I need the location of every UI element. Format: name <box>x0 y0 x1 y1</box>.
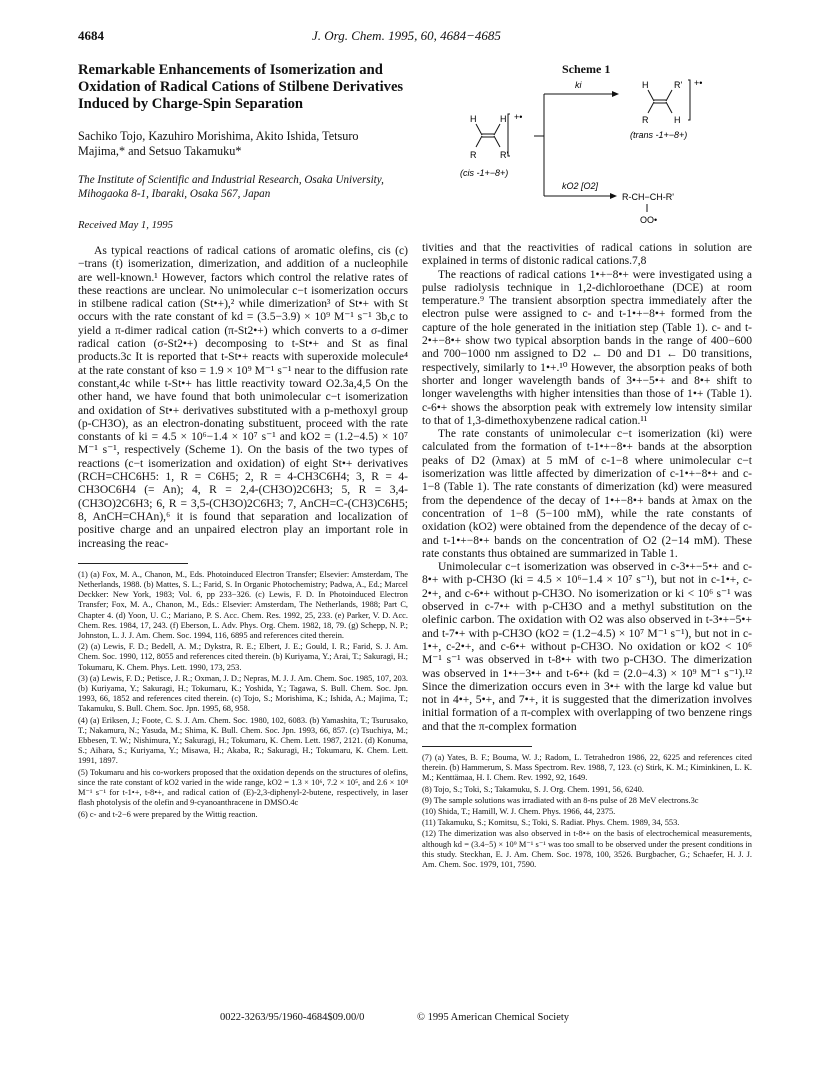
trans-label: (trans -1+−8+) <box>630 130 688 140</box>
footnote: (7) (a) Yates, B. F.; Bouma, W. J.; Radom, L. Tetrahedron 1986, 22, 6225 and references cited therein. (b) Hammerum, S. Mass Spectrom. Rev. 1988, 7, 123. (c) Stirk, K. M.; Kiminkinen, L. K. M.; Kenttämaa, H. I. Chem. Rev. 1992, 92, 1649. <box>422 752 752 783</box>
cis-molecule <box>460 112 522 178</box>
right-column <box>422 62 752 871</box>
atom-label: H <box>674 115 681 125</box>
footnote: (1) (a) Fox, M. A., Chanon, M., Eds. Photoinduced Electron Transfer; Elsevier: Amsterdam, The Netherlands, 1988. (b) Mattes, S. L.; Farid, S. In Organic Photochemistry; Padwa, A., Ed.; Marcel Deckker: New York, 1983; Vol. 6, pp 233−326. (c) Lewis, F. D. In Photoinduced Electron Transfer; Fox, M. A., Chanon, M., Eds.: Elsevier: Amsterdam, The Netherlands, 1988; Part C, Chapter 4. (d) Yoon, U. C.; Mariano, P. S. Acc. Chem. Res. 1992, 25, 233. (e) Parker, V. D. Acc. Chem. Res. 1984, 17, 243. (f) Eberson, L. Adv. Phys. Org. Chem. 1982, 18, 79. (g) Schepp, N. P.; Johnston, L. J. J. Am. Chem. Soc. 1994, 116, 6895 and references cited therein. <box>78 569 408 641</box>
received-date: Received May 1, 1995 <box>78 219 173 231</box>
footnote: (12) The dimerization was also observed in t-8•+ on the basis of electrochemical measurements, although kd = (3.4−5) × 10⁹ M⁻¹ s⁻¹ was too small to be observed under the present conditions in this study. Steckhan, E. J. Am. Chem. Soc. 1978, 100, 3526. Burgbacher, G.; Schaefer, H. J. J. Am. Chem. Soc. 1979, 101, 7590. <box>422 829 752 870</box>
article-title: Remarkable Enhancements of Isomerization and Oxidation of Radical Cations of Stilbene Derivatives Induced by Charge-Spin Separation <box>78 62 404 112</box>
footnote: (10) Shida, T.; Hamill, W. J. Chem. Phys. 1966, 44, 2375. <box>422 807 616 816</box>
ki-label: ki <box>575 80 582 90</box>
peroxyl-product <box>622 192 674 225</box>
footnote: (3) (a) Lewis, F. D.; Petisce, J. R.; Oxman, J. D.; Nepras, M. J. J. Am. Chem. Soc. 1985, 107, 203. (b) Kuriyama, Y.; Sakuragi, H.; Tokumaru, K.; Yoshida, Y.; Tagawa, S. Bull. Chem. Soc. Jpn. 1993, 66, 1852 and references cited therein. (c) Tojo, S.; Morishima, K.; Ishida, A.; Majima, T.; Takamuku, S. Bull. Chem. Soc. Jpn. 1995, 68, 958. <box>78 673 408 714</box>
footnote: (6) c- and t-2−6 were prepared by the Wittig reaction. <box>78 809 258 819</box>
footnote: (2) (a) Lewis, F. D.; Bedell, A. M.; Dykstra, R. E.; Elbert, J. E.; Gould, I. R.; Farid, S. J. Am. Chem. Soc. 1990, 112, 8055 and references cited therein. (b) Kuriyama, Y.; Arai, T.; Sakuragi, H.; Tokumaru, K. Chem. Phys. Lett. 1990, 173, 253. <box>78 642 408 672</box>
footnotes-left <box>78 570 408 820</box>
charge-mark: +• <box>694 78 703 88</box>
atom-label: H <box>642 80 649 90</box>
body-paragraph: The rate constants of unimolecular c−t isomerization (ki) were calculated from the formation of t-1•+−8•+ bands at the absorption peaks of D2 (λmax) at 5 mM of c-1−8 where unimolecular c−t isomerization was little affected by dimerization of c-1•+−8•+ and c-1−8 (Table 1). The rate constants of dimerization (kd) were measured from the dependence of the decay of 1•+−8•+ bands at λmax on the concentration of 1−8 (5−100 mM), while the rate constants of oxidation (kO2) were obtained from the dependence of the decay of c- and t-1•+−8•+ bands on the concentration of O2 (2−14 mM). These rate constants thus obtained are summarized in Table 1. <box>422 428 752 560</box>
ko2-label: kO2 [O2] <box>562 181 599 191</box>
reaction-arrows <box>534 80 619 199</box>
journal-citation: J. Org. Chem. 1995, 60, 4684−4685 <box>312 28 501 43</box>
copyright-notice: © 1995 American Chemical Society <box>417 1012 570 1023</box>
footnote: (8) Tojo, S.; Toki, S.; Takamuku, S. J. Org. Chem. 1991, 56, 6240. <box>422 784 644 794</box>
scheme-title: Scheme 1 <box>562 62 611 76</box>
author-list: Sachiko Tojo, Kazuhiro Morishima, Akito Ishida, Tetsuro Majima,* and Setsuo Takamuku* <box>78 129 359 158</box>
footnote: (5) Tokumaru and his co-workers proposed that the oxidation depends on the structures of olefins, since the rate constant of kO2 varied in the wide range, kO2 = 1.3 × 10⁶, 7.2 × 10⁵, and 2.6 × 10⁸ M⁻¹ s⁻¹ for t-1•+, t-8•+, and radical cation of (E)-2,3-diphenyl-2-butene, respectively, in laser flash photolysis of the olefin and 9-cyanoanthracene in DMSO.4c <box>78 767 408 808</box>
body-paragraph: The reactions of radical cations 1•+−8•+ were investigated using a pulse radiolysis technique in 1,2-dichloroethane (DCE) at room temperature.⁹ The transient absorption spectra immediately after the electron pulse were assigned to c- and t-1•+−8•+ formed from the capture of the hole generated in the initiation step (Table 1). c- and t-2•+−8•+ show two typical absorption bands in the range of 400−600 and 700−1000 nm assigned to D2 ← D0 and D1 ← D0 transitions, respectively, similarly to 1•+.¹⁰ However, the absorption peaks of both shorter and longer wavelength bands of 3•+−5•+ and 8•+ shift to longer wavelengths with higher intensities than those of 1•+ (Table 1). c-6•+ shows the absorption peak with extremely low intensity similar to that of 1,3-dimethoxybenzene radical cation.¹¹ <box>422 268 752 427</box>
footnote: (4) (a) Eriksen, J.; Foote, C. S. J. Am. Chem. Soc. 1980, 102, 6083. (b) Yamashita, T.; Tsurusako, T.; Nakamura, N.; Yasuda, M.; Shima, K. Bull. Chem. Soc. Jpn. 1993, 66, 857. (c) Tsuchiya, M.; Ebbesen, T. W.; Nishimura, Y.; Sakuragi, H.; Tokumaru, K. Chem. Lett. 1987, 2121. (d) Konuma, S.; Aihara, S.; Kuriyama, Y.; Misawa, H.; Akaba, R.; Sakuragi, H.; Tokumaru, K. Chem. Lett. 1991, 1897. <box>78 715 408 766</box>
atom-label: H <box>470 114 477 124</box>
atom-label: R' <box>674 80 683 90</box>
document-code: 0022-3263/95/1960-4684$09.00/0 <box>220 1012 365 1023</box>
peroxyl-label: OO• <box>640 215 658 225</box>
scheme-1 <box>422 62 752 242</box>
affiliation: The Institute of Scientific and Industrial Research, Osaka University, Mihogaoka 8-1, Ibaraki, Osaka 567, Japan <box>78 174 384 200</box>
body-paragraph: Unimolecular c−t isomerization was observed in c-3•+−5•+ and c-8•+ with p-CH3O (ki = 4.5 × 10⁶−1.4 × 10⁷ s⁻¹), but not in c-1•+, c-2•+, and c-6•+ without p-CH3O. No isomerization or ki < 10⁶ s⁻¹ was observed in c-7•+ with p-CH3O and a methyl substitution on the olefinic carbon. The oxidation with O2 was also observed in t-3•+−5•+ and t-7•+ with p-CH3O (kO2 = (1.2−4.5) × 10⁷ M⁻¹ s⁻¹), but not in c-1•+, c-2•+, and c-6•+ without p-CH3O. No oxidation or kO2 < 10⁶ M⁻¹ s⁻¹ was observed in t-8•+ with two p-CH3O. The dimerization was observed in 1•+−3•+ and t-6•+ (kd = (2.0−4.3) × 10⁹ M⁻¹ s⁻¹).¹² Since the dimerization occurs even in 3•+ with the large kd value but not in 4•+, 5•+, and 7•+, it is suggested that the dimerization involves initial formation of a π-complex with overlapping of two benzene rings and that the π-complex formation <box>422 561 752 733</box>
footnote-divider <box>78 563 188 564</box>
cis-label: (cis -1+−8+) <box>460 168 509 178</box>
atom-label: H <box>500 114 507 124</box>
footnote: (11) Takamuku, S.; Komitsu, S.; Toki, S. Radiat. Phys. Chem. 1989, 34, 553. <box>422 818 680 828</box>
atom-label: R <box>470 150 477 160</box>
footnote: (9) The sample solutions was irradiated with an 8-ns pulse of 28 MeV electrons.3c <box>422 795 699 805</box>
left-column <box>78 62 408 821</box>
charge-mark: +• <box>514 112 523 122</box>
footnotes-right <box>422 753 752 870</box>
scheme-diagram <box>422 76 752 236</box>
body-paragraph: As typical reactions of radical cations of aromatic olefins, cis (c)−trans (t) isomerization, dimerization, and addition of a nucleophile are well-known.¹ However, factors which control the relative rates of these reactions are unclear. No unimolecular c−t isomerization occurs in stilbene radical cation (St•+),² while dimerization³ of St•+ with St occurs with the rate constant of kd = (3.5−3.9) × 10⁹ M⁻¹ s⁻¹ 3b,c to yield a π-dimer radical cation (π-St2•+) which converts to a σ-dimer radical cation (σ-St2•+) decomposing to t-St•+ and St as final products.3c It is reported that t-St•+ reacts with superoxide molecule⁴ at the rate constant of kso = 1.9 × 10⁹ M⁻¹ s⁻¹ near to the diffusion rate constant,4c while t-St•+ has little reactivity toward O2.3a,4,5 On the other hand, we have found that both unimolecular c−t isomerization and oxidation of St•+ derivatives substituted with a p-methoxyl group (p-CH3O), as an electron-donating substituent, proceed with the rate constants of ki = 4.5 × 10⁶−1.4 × 10⁷ s⁻¹ and kO2 = (1.2−4.5) × 10⁷ M⁻¹ s⁻¹, respectively (Scheme 1). On the basis of the two types of reactions (c−t isomerization and oxidation) of eight St•+ derivatives (RCH=CHC6H5: 1, R = C6H5; 2, R = 4-CH3C6H4; 3, R = 4-CH3OC6H4 (= An); 4, R = 2,4-(CH3O)2C6H3; 5, R = 3,4-(CH3O)2C6H3; 6, R = 3,5-(CH3O)2C6H3; 7, AnCH=C-(CH3)C6H5; 8, AnCH=CHAn),⁶ it is found that separation and localization of positive charge and an unpaired electron play an important role in increasing the reac- <box>78 245 408 550</box>
page-number: 4684 <box>78 28 104 43</box>
atom-label: R' <box>500 150 509 160</box>
footnote-divider <box>422 746 532 747</box>
product-label: R-CH−CH-R' <box>622 192 674 202</box>
trans-molecule <box>630 78 702 140</box>
atom-label: R <box>642 115 649 125</box>
body-paragraph: tivities and that the reactivities of radical cations in solution are explained in terms of distonic radical cations.7,8 <box>422 242 752 268</box>
